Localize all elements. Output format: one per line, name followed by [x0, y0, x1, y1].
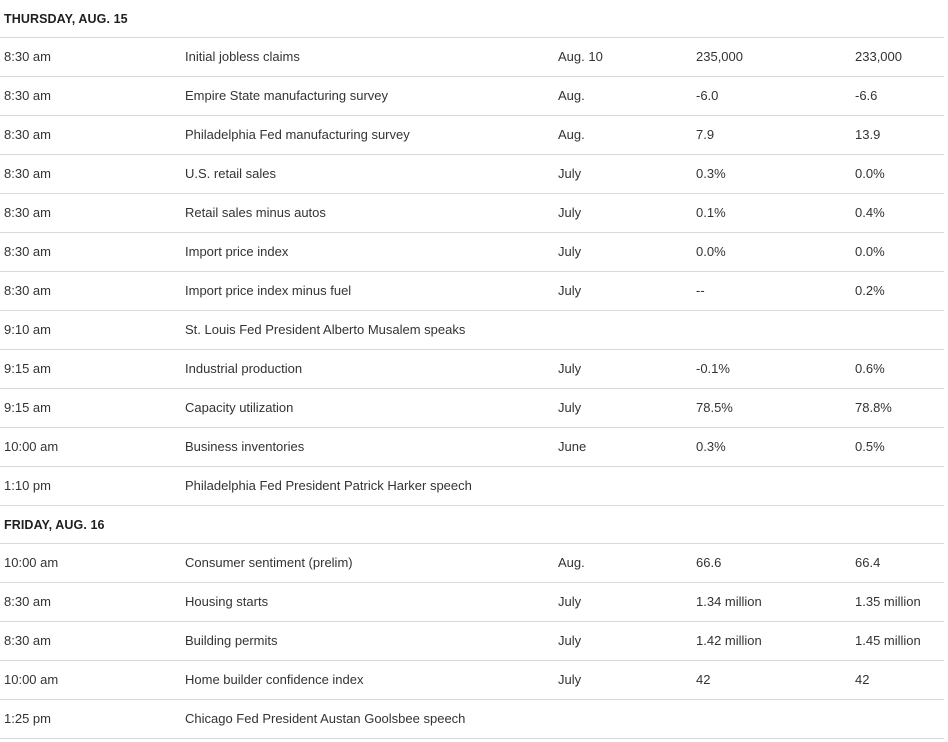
event-time: 10:00 am [4, 672, 59, 687]
previous-value: 0.6% [855, 361, 885, 376]
event-name: Empire State manufacturing survey [185, 88, 389, 103]
event-name: Capacity utilization [185, 400, 294, 415]
event-name: Home builder confidence index [185, 672, 364, 687]
table-row [0, 389, 944, 428]
event-time: 9:15 am [4, 400, 51, 415]
previous-value: 0.2% [855, 283, 885, 298]
report-period: Aug. [558, 127, 585, 142]
report-period: July [558, 166, 582, 181]
event-time: 10:00 am [4, 555, 59, 570]
event-time: 8:30 am [4, 594, 51, 609]
forecast-value: 0.0% [696, 244, 726, 259]
day-header: FRIDAY, AUG. 16 [0, 506, 944, 544]
previous-value: 0.5% [855, 439, 885, 454]
report-period: July [558, 205, 582, 220]
report-period: Aug. [558, 555, 585, 570]
forecast-value: 66.6 [696, 555, 722, 570]
event-time: 8:30 am [4, 88, 51, 103]
event-time: 8:30 am [4, 633, 51, 648]
forecast-value: 235,000 [696, 49, 743, 64]
forecast-value: 1.34 million [696, 594, 762, 609]
event-name: Building permits [185, 633, 278, 648]
previous-value: -6.6 [855, 88, 878, 103]
event-name: Chicago Fed President Austan Goolsbee speech [185, 711, 466, 726]
forecast-value: -6.0 [696, 88, 719, 103]
event-name: Import price index minus fuel [185, 283, 352, 298]
report-period: June [558, 439, 587, 454]
forecast-value: 0.3% [696, 439, 726, 454]
event-time: 9:10 am [4, 322, 51, 337]
forecast-value: 0.3% [696, 166, 726, 181]
table-row [0, 622, 944, 661]
report-period: July [558, 400, 582, 415]
table-row [0, 350, 944, 389]
report-period: Aug. [558, 88, 585, 103]
previous-value: 1.35 million [855, 594, 921, 609]
event-time: 8:30 am [4, 244, 51, 259]
event-time: 8:30 am [4, 283, 51, 298]
forecast-value: 0.1% [696, 205, 726, 220]
report-period: July [558, 672, 582, 687]
forecast-value: 1.42 million [696, 633, 762, 648]
event-name: Industrial production [185, 361, 303, 376]
forecast-value: 78.5% [696, 400, 733, 415]
previous-value: 13.9 [855, 127, 881, 142]
table-row [0, 77, 944, 116]
report-period: July [558, 633, 582, 648]
previous-value: 0.0% [855, 166, 885, 181]
event-time: 1:10 pm [4, 478, 51, 493]
event-time: 9:15 am [4, 361, 51, 376]
table-row [0, 583, 944, 622]
event-name: St. Louis Fed President Alberto Musalem speaks [185, 322, 466, 337]
event-name: Philadelphia Fed manufacturing survey [185, 127, 410, 142]
table-row [0, 700, 944, 739]
forecast-value: 42 [696, 672, 711, 687]
report-period: July [558, 361, 582, 376]
event-name: Initial jobless claims [185, 49, 300, 64]
table-row [0, 272, 944, 311]
previous-value: 0.4% [855, 205, 885, 220]
report-period: July [558, 594, 582, 609]
event-name: Import price index [185, 244, 289, 259]
table-row [0, 155, 944, 194]
forecast-value: 7.9 [696, 127, 715, 142]
event-name: Housing starts [185, 594, 269, 609]
event-time: 10:00 am [4, 439, 59, 454]
event-name: Consumer sentiment (prelim) [185, 555, 353, 570]
report-period: July [558, 244, 582, 259]
previous-value: 78.8% [855, 400, 892, 415]
previous-value: 1.45 million [855, 633, 921, 648]
event-time: 1:25 pm [4, 711, 51, 726]
previous-value: 42 [855, 672, 870, 687]
table-row [0, 467, 944, 506]
report-period: Aug. 10 [558, 49, 603, 64]
previous-value: 0.0% [855, 244, 885, 259]
previous-value: 66.4 [855, 555, 881, 570]
table-row [0, 194, 944, 233]
report-period: July [558, 283, 582, 298]
table-row [0, 116, 944, 155]
event-name: Business inventories [185, 439, 305, 454]
event-name: Philadelphia Fed President Patrick Harker speech [185, 478, 472, 493]
table-row [0, 544, 944, 583]
day-header: THURSDAY, AUG. 15 [0, 0, 944, 38]
event-time: 8:30 am [4, 49, 51, 64]
table-row [0, 661, 944, 700]
previous-value: 233,000 [855, 49, 902, 64]
event-name: U.S. retail sales [185, 166, 277, 181]
table-row [0, 428, 944, 467]
event-time: 8:30 am [4, 166, 51, 181]
table-row [0, 311, 944, 350]
forecast-value: -0.1% [696, 361, 730, 376]
event-time: 8:30 am [4, 127, 51, 142]
table-row [0, 38, 944, 77]
event-time: 8:30 am [4, 205, 51, 220]
table-row [0, 233, 944, 272]
event-name: Retail sales minus autos [185, 205, 326, 220]
forecast-value: -- [696, 283, 705, 298]
